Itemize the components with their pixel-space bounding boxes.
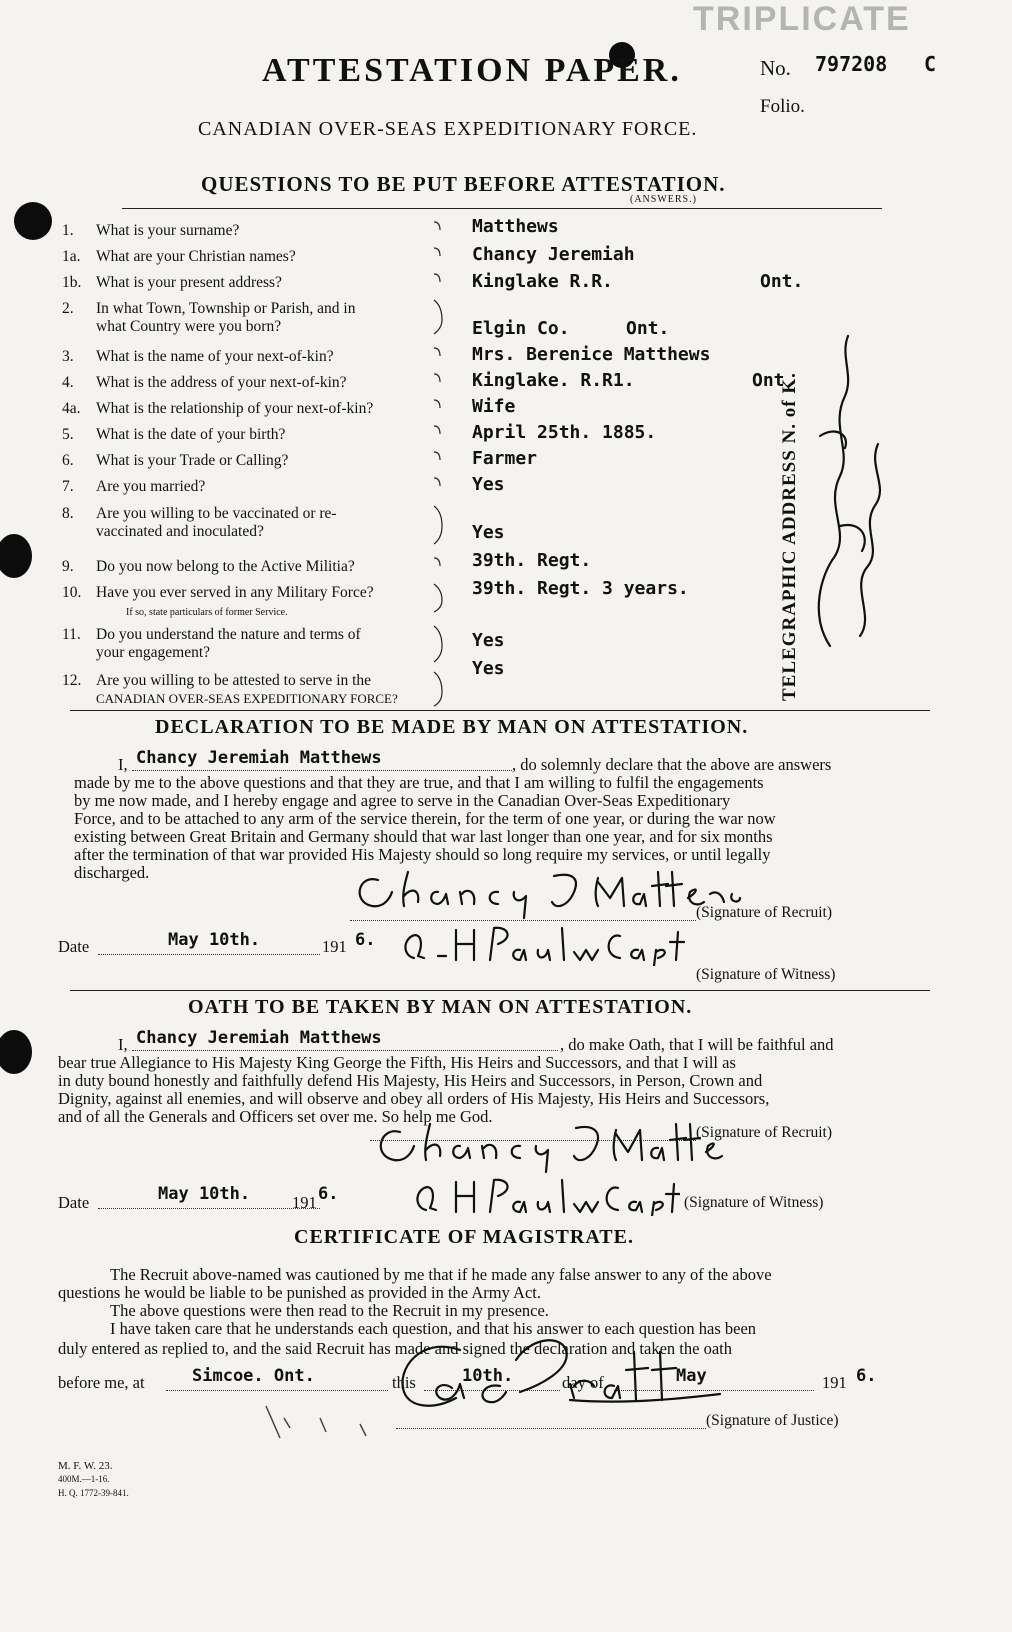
question-text: Are you willing to be attested to serve in the (96, 672, 372, 689)
declaration-line-2: made by me to the above questions and that they are true, and that I am willing to fulfil the engagements (74, 773, 764, 792)
oath-name-line (132, 1050, 558, 1051)
declaration-date-line (98, 954, 320, 955)
question-note: If so, state particulars of former Service. (126, 607, 288, 618)
certificate-heading: CERTIFICATE OF MAGISTRATE. (294, 1226, 634, 1248)
question-text: What is your surname? (96, 222, 240, 239)
recruit-signature-oath (370, 1116, 750, 1176)
question-text-cont: what Country were you born? (96, 318, 282, 335)
question-number: 10. (62, 584, 82, 601)
oath-name: Chancy Jeremiah Matthews (136, 1028, 382, 1048)
certificate-year-prefix: 191 (822, 1373, 847, 1392)
question-number: 1a. (62, 248, 81, 265)
justice-signature (390, 1330, 730, 1420)
certificate-month: May (676, 1366, 707, 1386)
answer-military-service: 39th. Regt. 3 years. (472, 578, 689, 599)
question-text: What are your Christian names? (96, 248, 296, 265)
oath-line-2: bear true Allegiance to His Majesty King George the Fifth, His Heirs and Successors, and that I will as (58, 1053, 736, 1072)
number-suffix: C (924, 52, 937, 76)
declaration-name: Chancy Jeremiah Matthews (136, 748, 382, 768)
question-text: What is the date of your birth? (96, 426, 286, 443)
day-of-label: day of (562, 1373, 604, 1392)
declaration-name-line (132, 770, 512, 771)
question-number: 7. (62, 478, 74, 495)
answer-trade: Farmer (472, 448, 538, 469)
question-1a (62, 248, 296, 266)
question-4 (62, 374, 347, 392)
oath-year-suffix: 6. (318, 1184, 339, 1204)
declaration-i-label: I, (118, 755, 128, 774)
declaration-divider (70, 710, 930, 711)
question-number: 4. (62, 374, 74, 391)
number-label: No. (760, 56, 791, 80)
certificate-line-2: questions he would be liable to be punished as provided in the Army Act. (58, 1283, 542, 1302)
question-3 (62, 348, 334, 366)
declaration-line-5: existing between Great Britain and Germany should that war last longer than one year, and for six months (74, 827, 773, 846)
oath-date-label: Date (58, 1193, 90, 1212)
answer-present-address-province: Ont. (760, 271, 804, 292)
punch-hole-bottom (0, 1030, 32, 1074)
question-4a (62, 400, 373, 418)
recruit-signature-line-2 (370, 1140, 696, 1141)
next-of-kin-telegraphic-handwriting (790, 316, 900, 676)
this-label: this (392, 1373, 416, 1392)
certificate-place: Simcoe. Ont. (192, 1366, 315, 1386)
oath-divider (70, 990, 930, 991)
answer-birthplace-province: Ont. (626, 318, 670, 339)
answer-christian-names: Chancy Jeremiah (472, 244, 635, 265)
answers-label: (ANSWERS.) (630, 194, 697, 205)
justice-signature-line (396, 1428, 706, 1429)
hq-number: H. Q. 1772-39-841. (58, 1488, 129, 1498)
answer-relationship: Wife (472, 396, 516, 417)
certificate-year-suffix: 6. (856, 1366, 877, 1386)
question-text: What is your Trade or Calling? (96, 452, 289, 469)
certificate-line-1: The Recruit above-named was cautioned by me that if he made any false answer to any of the above (110, 1265, 772, 1284)
answer-married: Yes (472, 474, 505, 495)
question-number: 5. (62, 426, 74, 443)
question-11 (62, 626, 361, 662)
question-text: What is the name of your next-of-kin? (96, 348, 334, 365)
certificate-line-4: I have taken care that he understands each question, and that his answer to each question has been (110, 1319, 757, 1338)
question-number: 4a. (62, 400, 81, 417)
answer-understand-terms: Yes (472, 630, 505, 651)
oath-date: May 10th. (158, 1184, 251, 1204)
oath-date-line (98, 1208, 320, 1209)
question-5 (62, 426, 285, 444)
question-text-cont: vaccinated and inoculated? (96, 523, 264, 540)
question-2 (62, 300, 355, 336)
question-8 (62, 505, 337, 541)
declaration-line-3: by me now made, and I hereby engage and agree to serve in the Canadian Over-Seas Expeditionary (74, 791, 731, 810)
signature-of-witness-label-2: (Signature of Witness) (684, 1194, 824, 1211)
declaration-date: May 10th. (168, 930, 261, 950)
question-text: Have you ever served in any Military Force? (96, 584, 374, 601)
question-number: 2. (62, 300, 74, 317)
answer-willing-to-serve: Yes (472, 658, 505, 679)
questions-heading: QUESTIONS TO BE PUT BEFORE ATTESTATION. (201, 172, 726, 196)
oath-i-label: I, (118, 1035, 128, 1054)
page-title: ATTESTATION PAPER. (262, 52, 682, 89)
question-text: In what Town, Township or Parish, and in (96, 300, 356, 317)
witness-signature-oath (410, 1176, 680, 1216)
answer-next-of-kin-province: Ont (752, 370, 785, 391)
answer-vaccinated: Yes (472, 522, 505, 543)
question-12 (62, 672, 398, 708)
question-1 (62, 222, 239, 240)
declaration-line-6: after the termination of that war provided His Majesty should so long require my services, or until legally (74, 845, 771, 864)
oath-line-4: Dignity, against all enemies, and will observe and obey all orders of His Majesty, His Heirs and Successors, (58, 1089, 770, 1108)
answer-next-of-kin: Mrs. Berenice Matthews (472, 344, 711, 365)
punch-hole-top (14, 202, 52, 240)
telegraphic-address-label: TELEGRAPHIC ADDRESS N. of K. (779, 372, 800, 701)
answer-birthplace: Elgin Co. (472, 318, 570, 339)
question-text-cont: CANADIAN OVER-SEAS EXPEDITIONARY FORCE? (96, 691, 398, 706)
questions-divider (122, 208, 882, 209)
question-number: 1b. (62, 274, 82, 291)
question-number: 8. (62, 505, 74, 522)
question-text-cont: your engagement? (96, 644, 211, 661)
declaration-line-7: discharged. (74, 863, 150, 882)
question-text: Are you married? (96, 478, 206, 495)
question-6 (62, 452, 288, 470)
question-9 (62, 558, 355, 576)
folio-label: Folio. (760, 96, 805, 117)
question-text: Are you willing to be vaccinated or re- (96, 505, 337, 522)
answer-surname: Matthews (472, 216, 559, 237)
question-number: 3. (62, 348, 74, 365)
question-text: What is your present address? (96, 274, 282, 291)
answer-birth-date: April 25th. 1885. (472, 422, 657, 443)
signature-of-justice-label: (Signature of Justice) (706, 1412, 839, 1429)
question-1b (62, 274, 282, 292)
signature-of-recruit-label-1: (Signature of Recruit) (696, 904, 833, 921)
signature-of-recruit-label-2: (Signature of Recruit) (696, 1124, 833, 1141)
oath-line-1: , do make Oath, that I will be faithful and (560, 1035, 834, 1054)
question-number: 6. (62, 452, 74, 469)
answer-brackets (430, 216, 470, 716)
signature-of-witness-label-1: (Signature of Witness) (696, 966, 836, 983)
answer-next-of-kin-address: Kinglake. R.R1. (472, 370, 635, 391)
declaration-date-label: Date (58, 937, 90, 956)
certificate-day: 10th. (462, 1366, 514, 1386)
form-number: M. F. W. 23. (58, 1460, 113, 1472)
question-number: 1. (62, 222, 74, 239)
witness-signature-declaration (398, 922, 688, 966)
force-title: CANADIAN OVER-SEAS EXPEDITIONARY FORCE. (198, 118, 698, 140)
certificate-place-line (166, 1390, 388, 1391)
certificate-line-3: The above questions were then read to the Recruit in my presence. (110, 1301, 549, 1320)
question-number: 11. (62, 626, 81, 643)
before-me-label: before me, at (58, 1373, 145, 1392)
regimental-number: 797208 (815, 52, 888, 76)
oath-line-3: in duty bound honestly and faithfully defend His Majesty, His Heirs and Successors, in Person, Crown and (58, 1071, 763, 1090)
question-7 (62, 478, 205, 496)
question-number: 9. (62, 558, 74, 575)
oath-year-prefix: 191 (292, 1193, 317, 1212)
question-text: Do you now belong to the Active Militia? (96, 558, 355, 575)
punch-hole-middle (0, 534, 32, 578)
declaration-line-4: Force, and to be attached to any arm of the service therein, for the term of one year, or during the war now (74, 809, 776, 828)
answer-active-militia: 39th. Regt. (472, 550, 592, 571)
recruit-signature-line-1 (350, 920, 696, 921)
question-text: Do you understand the nature and terms of (96, 626, 361, 643)
oath-line-5: and of all the Generals and Officers set over me. So help me God. (58, 1107, 493, 1126)
question-10 (62, 584, 374, 622)
certificate-line-5: duly entered as replied to, and the said Recruit has made and signed the declaration and taken the oath (58, 1339, 732, 1358)
print-number: 400M.—1-16. (58, 1474, 110, 1484)
answer-present-address: Kinglake R.R. (472, 271, 613, 292)
declaration-line-1: , do solemnly declare that the above are answers (512, 755, 832, 774)
question-text: What is the address of your next-of-kin? (96, 374, 347, 391)
declaration-heading: DECLARATION TO BE MADE BY MAN ON ATTESTATION. (155, 716, 749, 738)
oath-heading: OATH TO BE TAKEN BY MAN ON ATTESTATION. (188, 996, 693, 1018)
triplicate-stamp: TRIPLICATE (693, 0, 911, 38)
question-text: What is the relationship of your next-of-kin? (96, 400, 374, 417)
declaration-year-prefix: 191 (322, 937, 347, 956)
question-number: 12. (62, 672, 82, 689)
pencil-marks (260, 1398, 400, 1448)
declaration-year-suffix: 6. (355, 930, 376, 950)
